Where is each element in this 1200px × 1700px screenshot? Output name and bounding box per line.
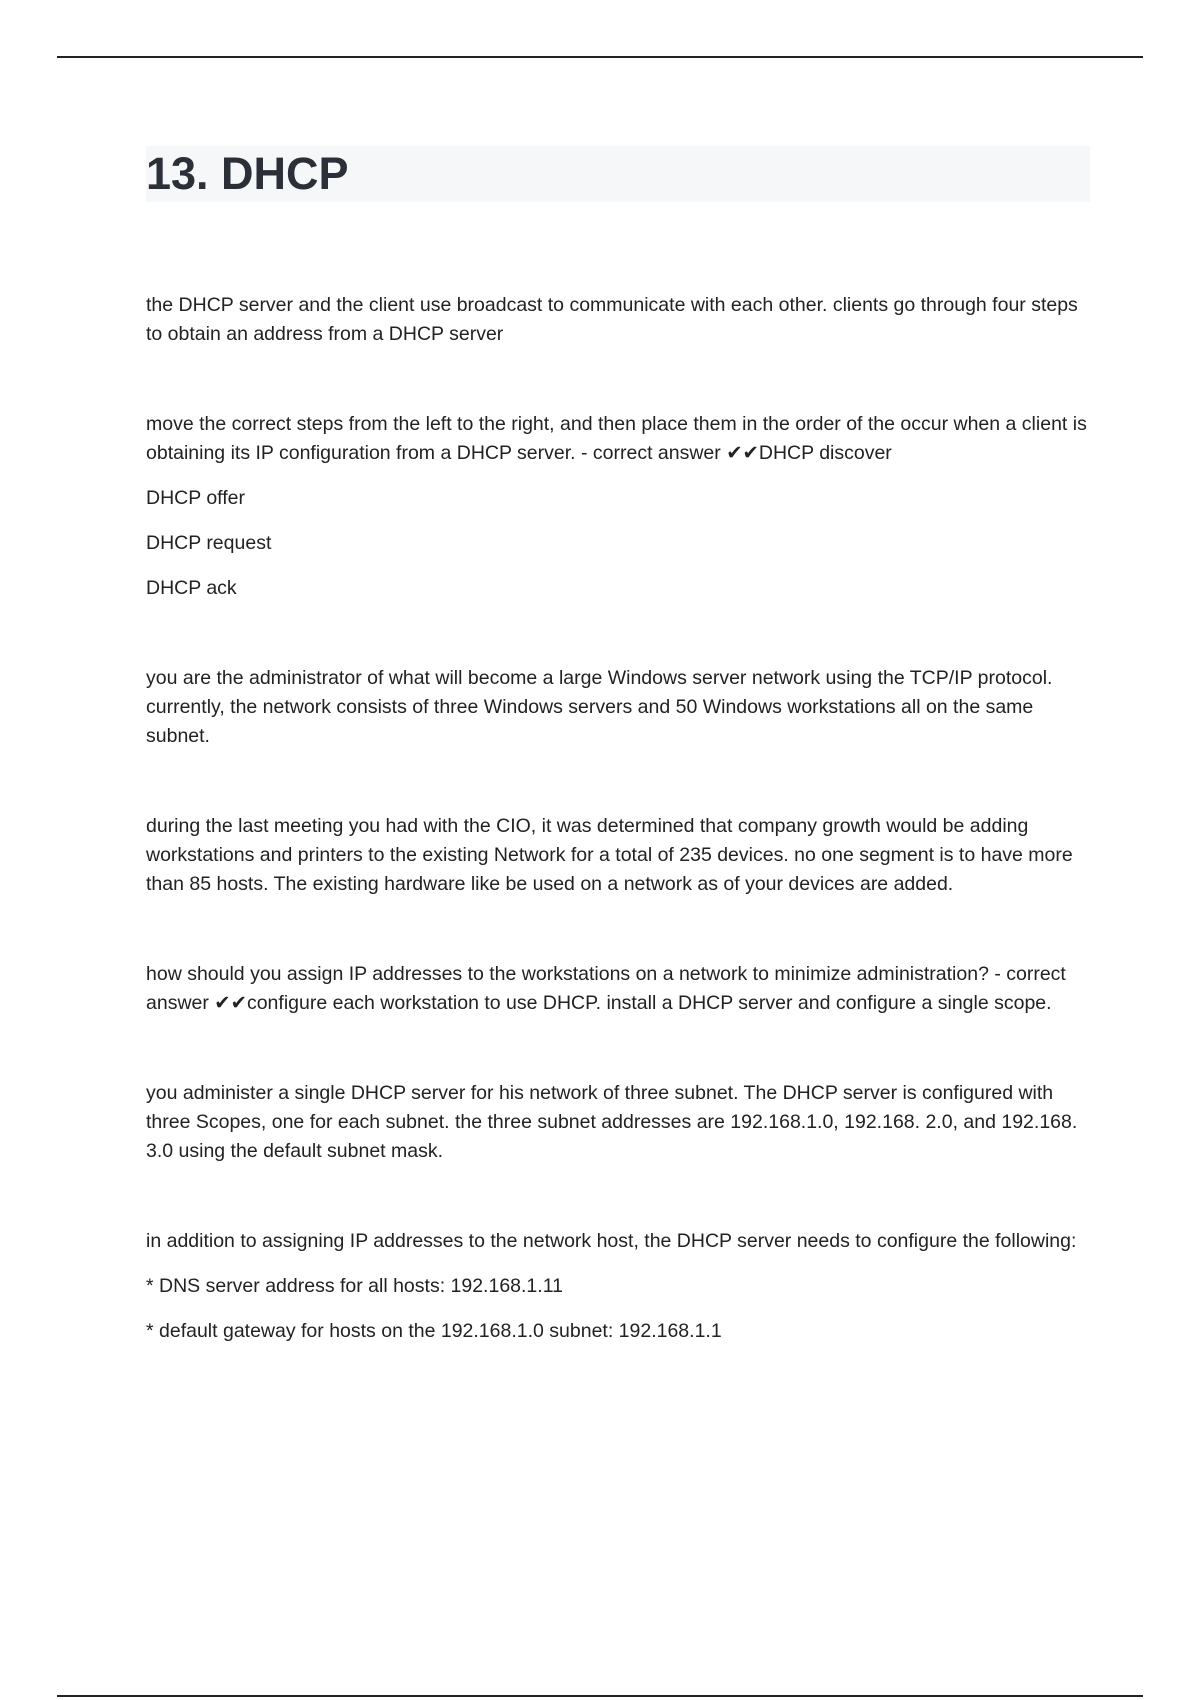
paragraph-scopes: you administer a single DHCP server for his network of three subnet. The DHCP server is configured with three Scopes, one for each subnet. the three subnet addresses are 192.168.1.0, 192.168. 2.0, and 192.168. 3.0 using the default subnet mask. [146,1082,1078,1162]
bullet-gateway: * default gateway for hosts on the 192.168.1.0 subnet: 192.168.1.1 [146,1320,722,1342]
paragraph-requirements: in addition to assigning IP addresses to the network host, the DHCP server needs to configure the following: [146,1230,1077,1252]
step-ack: DHCP ack [146,577,237,599]
paragraph-intro: the DHCP server and the client use broadcast to communicate with each other. clients go through four steps to obtain an address from a DHCP server [146,294,1078,345]
bottom-divider [57,1695,1143,1697]
paragraph-question-steps: move the correct steps from the left to the right, and then place them in the order of the occur when a client is obtaining its IP configuration from a DHCP server. - correct answer ✔✔DHCP discover [146,413,1087,464]
document-body [146,291,1090,1346]
step-request: DHCP request [146,532,272,554]
page-title: 13. DHCP [146,148,349,199]
paragraph-question-assign: how should you assign IP addresses to the workstations on a network to minimize administration? - correct answer ✔✔configure each workstation to use DHCP. install a DHCP server and configure a single scope. [146,963,1066,1014]
paragraph-scenario: you are the administrator of what will become a large Windows server network using the TCP/IP protocol. currently, the network consists of three Windows servers and 50 Windows workstations all on the same subnet. [146,667,1053,747]
bullet-dns: * DNS server address for all hosts: 192.168.1.11 [146,1275,563,1297]
paragraph-cio-meeting: during the last meeting you had with the CIO, it was determined that company growth would be adding workstations and printers to the existing Network for a total of 235 devices. no one segment is to have more than 85 hosts. The existing hardware like be used on a network as of your devices are added. [146,815,1073,895]
step-offer: DHCP offer [146,487,245,509]
top-divider [57,56,1143,58]
